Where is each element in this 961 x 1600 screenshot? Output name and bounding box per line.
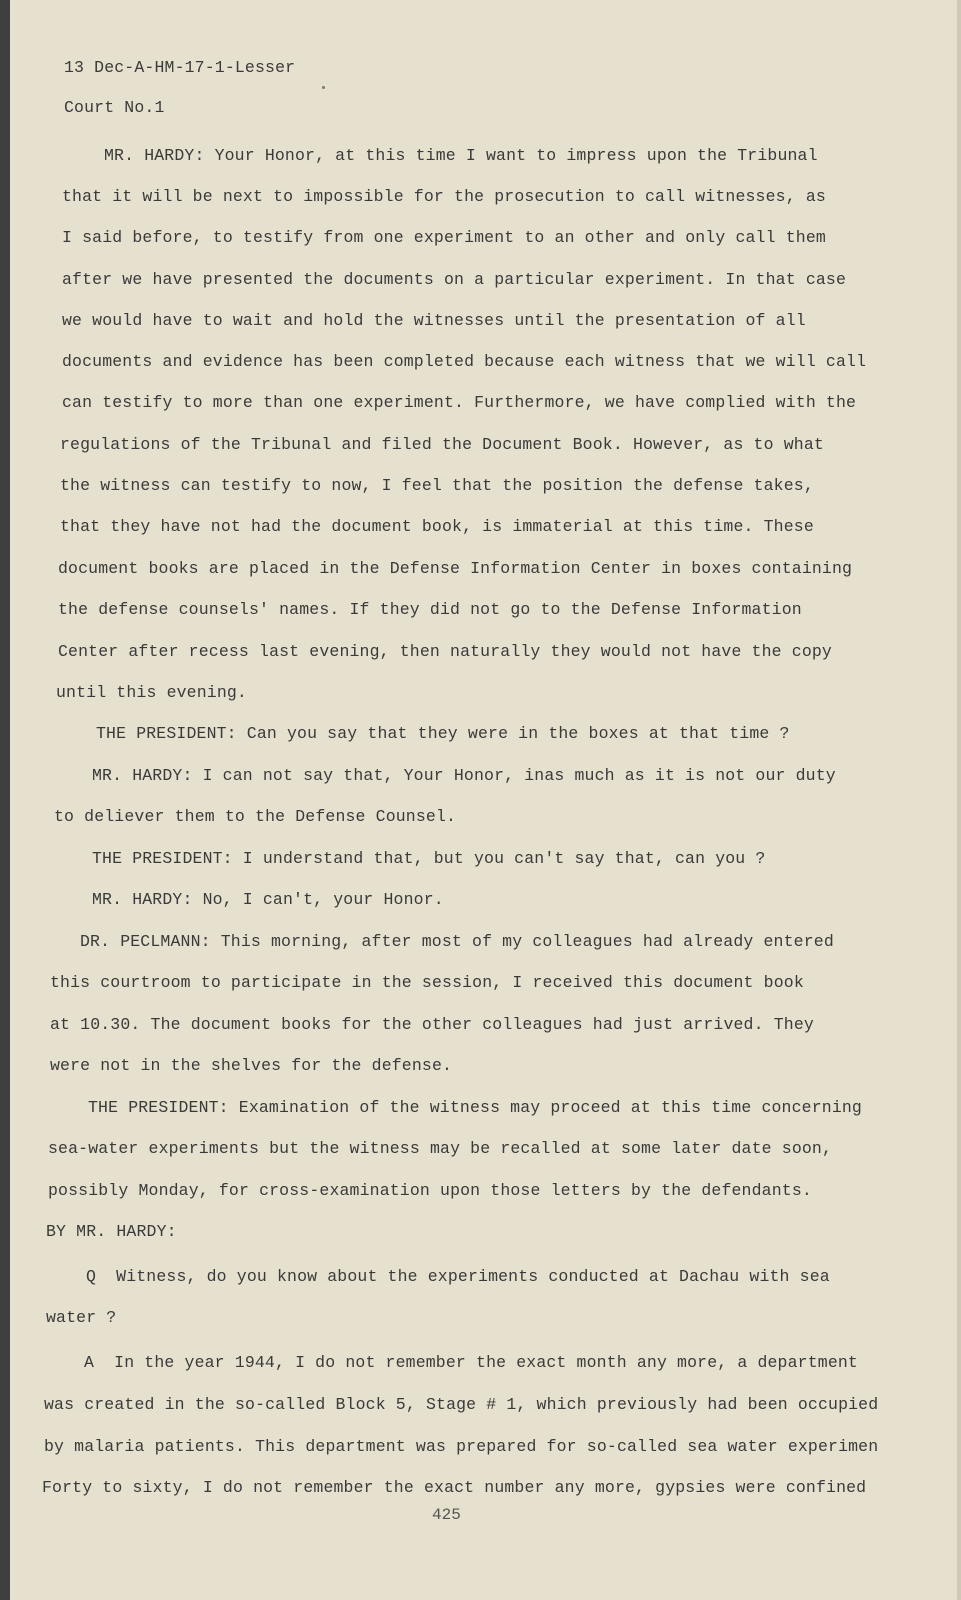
transcript-line: that it will be next to impossible for the prosecution to call witnesses, as bbox=[62, 187, 826, 206]
transcript-line: DR. PECLMANN: This morning, after most of my colleagues had already entered bbox=[80, 932, 834, 951]
transcript-line: regulations of the Tribunal and filed the Document Book. However, as to what bbox=[60, 435, 824, 454]
transcript-line: MR. HARDY: I can not say that, Your Honor, inas much as it is not our duty bbox=[92, 766, 836, 785]
transcript-line: to deliever them to the Defense Counsel. bbox=[54, 807, 457, 826]
scan-edge-shadow bbox=[0, 0, 10, 1600]
transcript-line: until this evening. bbox=[56, 683, 247, 702]
transcript-line: this courtroom to participate in the session, I received this document book bbox=[50, 973, 804, 992]
transcript-line: were not in the shelves for the defense. bbox=[50, 1056, 453, 1075]
transcript-line: was created in the so-called Block 5, Stage # 1, which previously had been occupied bbox=[44, 1395, 879, 1414]
transcript-line: water ? bbox=[46, 1308, 117, 1327]
transcript-line: BY MR. HARDY: bbox=[46, 1222, 177, 1241]
transcript-line: can testify to more than one experiment. Furthermore, we have complied with the bbox=[62, 393, 857, 412]
transcript-line: MR. HARDY: Your Honor, at this time I want to impress upon the Tribunal bbox=[104, 146, 818, 165]
transcript-line: Forty to sixty, I do not remember the exact number any more, gypsies were confined bbox=[42, 1478, 867, 1497]
transcript-line: I said before, to testify from one experiment to an other and only call them bbox=[62, 228, 826, 247]
header-id: 13 Dec-A-HM-17-1-Lesser bbox=[64, 58, 296, 77]
page-number: 425 bbox=[432, 1506, 461, 1524]
transcript-line: that they have not had the document book, is immaterial at this time. These bbox=[60, 517, 814, 536]
transcript-line: we would have to wait and hold the witnesses until the presentation of all bbox=[62, 311, 806, 330]
scan-edge-right bbox=[957, 0, 961, 1600]
transcript-line: the defense counsels' names. If they did not go to the Defense Information bbox=[58, 600, 802, 619]
transcript-line: by malaria patients. This department was prepared for so-called sea water experimen bbox=[44, 1437, 879, 1456]
transcript-line: at 10.30. The document books for the other colleagues had just arrived. They bbox=[50, 1015, 814, 1034]
transcript-line: THE PRESIDENT: Examination of the witness may proceed at this time concerning bbox=[88, 1098, 862, 1117]
court-label: Court No.1 bbox=[64, 98, 165, 117]
transcript-line: MR. HARDY: No, I can't, your Honor. bbox=[92, 890, 444, 909]
transcript-line: document books are placed in the Defense Information Center in boxes containing bbox=[58, 559, 853, 578]
ink-blot bbox=[322, 86, 325, 89]
transcript-line: possibly Monday, for cross-examination upon those letters by the defendants. bbox=[48, 1181, 812, 1200]
transcript-line: documents and evidence has been completed because each witness that we will call bbox=[62, 352, 867, 371]
transcript-line: after we have presented the documents on a particular experiment. In that case bbox=[62, 270, 847, 289]
transcript-line: THE PRESIDENT: Can you say that they were in the boxes at that time ? bbox=[96, 724, 790, 743]
transcript-line: Q Witness, do you know about the experiments conducted at Dachau with sea bbox=[86, 1267, 830, 1286]
transcript-line: sea-water experiments but the witness may be recalled at some later date soon, bbox=[48, 1139, 833, 1158]
transcript-line: A In the year 1944, I do not remember the exact month any more, a department bbox=[84, 1353, 858, 1372]
transcript-line: the witness can testify to now, I feel that the position the defense takes, bbox=[60, 476, 814, 495]
transcript-line: THE PRESIDENT: I understand that, but you can't say that, can you ? bbox=[92, 849, 766, 868]
transcript-line: Center after recess last evening, then naturally they would not have the copy bbox=[58, 642, 832, 661]
